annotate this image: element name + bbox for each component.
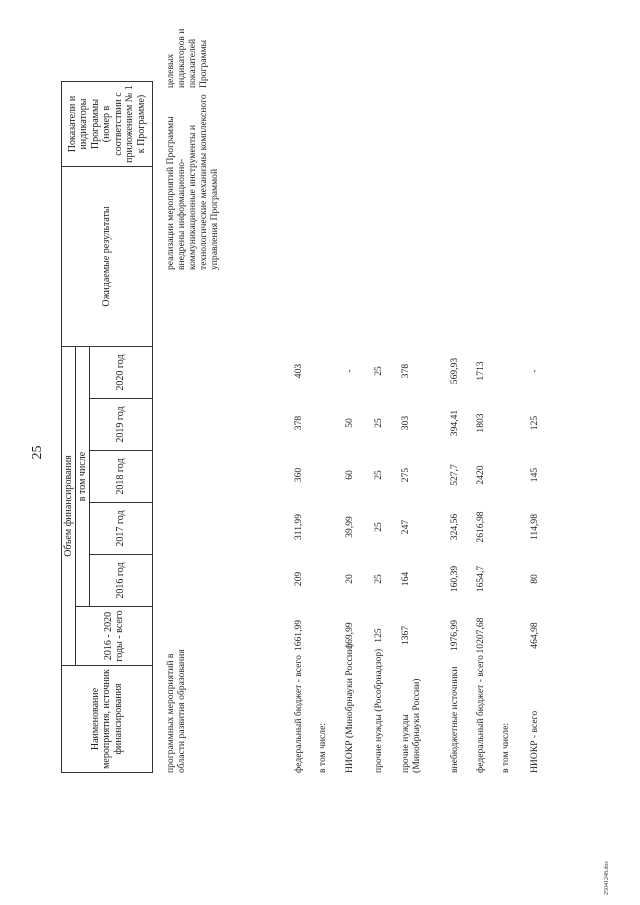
row-value: 209 (293, 571, 304, 587)
header-year-2017: 2017 год (90, 503, 153, 555)
row-name: внебюджетные источники (449, 666, 460, 773)
row-value: - (529, 369, 540, 373)
row-name: в том числе: (317, 722, 328, 773)
row-total: 169,99 (344, 622, 355, 649)
row-name: федеральный бюджет - всего (293, 655, 304, 773)
row-value: 114,98 (529, 513, 540, 541)
row-total: 1976,99 (449, 619, 460, 652)
row-name: прочие нужды (Рособрнадзор) (373, 648, 384, 773)
row-value: 275 (400, 467, 411, 483)
row-name: НИОКР - всего (529, 710, 540, 773)
header-year-2020: 2020 год (90, 347, 153, 399)
row-total: 1367 (400, 625, 411, 646)
row-value: 1713 (475, 361, 486, 381)
row-value: 527,7 (449, 464, 460, 486)
row-total: 464,98 (529, 622, 540, 649)
row-value: 569,93 (449, 357, 460, 385)
row-value: 378 (293, 415, 304, 431)
row-value: 360 (293, 467, 304, 483)
expected-results-text: реализации мероприятий Программы внедрены информационно-коммуникационные инструменты и технологические механизмы комплексного управления Программой (165, 94, 221, 270)
row-value: 311,99 (293, 513, 304, 541)
row-value: 25 (373, 366, 384, 376)
header-name-column: Наименование мероприятия, источник финансирования (62, 666, 153, 773)
row-value: 80 (529, 574, 540, 584)
row-value: 25 (373, 470, 384, 480)
header-year-2019: 2019 год (90, 399, 153, 451)
row-value: 39,99 (344, 516, 355, 538)
row-value: 25 (373, 418, 384, 428)
row-total: 10207,68 (475, 617, 486, 654)
header-funding-group: Объем финансирования (62, 347, 76, 666)
row-value: 1654,7 (475, 565, 486, 593)
row-name: федеральный бюджет - всего (475, 655, 486, 773)
funding-table-header (61, 81, 153, 773)
row-value: - (344, 369, 355, 373)
page-number: 25 (30, 445, 45, 460)
row-name: прочие нужды (Минобрнауки России) (400, 678, 423, 773)
row-value: 2616,98 (475, 511, 486, 543)
row-value: 247 (400, 519, 411, 535)
header-results-column: Ожидаемые результаты (62, 167, 153, 347)
row-value: 60 (344, 470, 355, 480)
footer-filename: 25041248.doc (604, 860, 610, 895)
row-value: 145 (529, 467, 540, 483)
row-value: 394,41 (449, 409, 460, 437)
row-value: 1803 (475, 413, 486, 433)
header-total-column: 2016 - 2020 годы - всего (76, 607, 153, 666)
row-value: 125 (529, 415, 540, 431)
row-value: 403 (293, 363, 304, 379)
row-value: 324,56 (449, 513, 460, 541)
row-value: 50 (344, 418, 355, 428)
continuation-text: программных мероприятий в области развития образования (165, 649, 188, 773)
row-value: 25 (373, 522, 384, 532)
header-year-2018: 2018 год (90, 451, 153, 503)
row-total: 1661,99 (293, 619, 304, 652)
row-value: 25 (373, 574, 384, 584)
indicators-text: целевых индикаторов и показателей Программы (165, 28, 210, 88)
header-including: в том числе (76, 347, 90, 607)
row-total: 125 (373, 628, 384, 643)
row-value: 2420 (475, 465, 486, 485)
row-value: 378 (400, 363, 411, 379)
row-value: 20 (344, 574, 355, 584)
row-name: НИОКР (Минобрнауки России) (344, 643, 355, 773)
row-value: 160,39 (449, 565, 460, 593)
row-name: в том числе: (500, 722, 511, 773)
row-value: 303 (400, 415, 411, 431)
row-value: 164 (400, 571, 411, 587)
header-indicators-column: Показатели и индикаторы Программы (номер в соответствии с приложением № 1 к Программе) (62, 82, 153, 167)
header-year-2016: 2016 год (90, 555, 153, 607)
